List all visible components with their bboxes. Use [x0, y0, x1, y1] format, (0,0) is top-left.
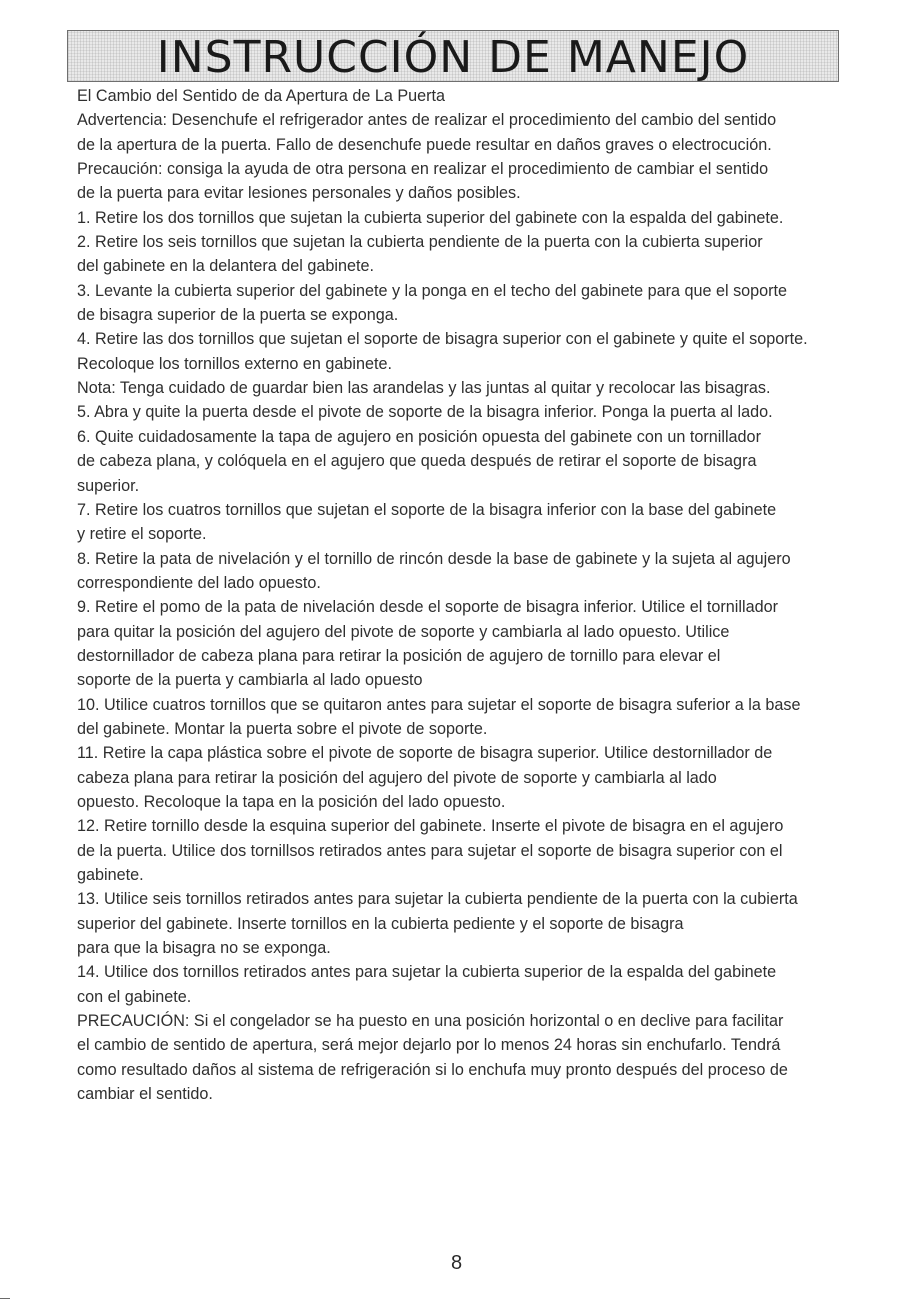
text-line: 1. Retire los dos tornillos que sujetan la cubierta superior del gabinete con la espalda del gabinete.	[77, 208, 784, 227]
text-line: 10. Utilice cuatros tornillos que se quitaron antes para sujetar el soporte de bisagra suferior a la base	[77, 695, 801, 714]
text-line: 5. Abra y quite la puerta desde el pivote de soporte de la bisagra inferior. Ponga la puerta al lado.	[77, 403, 773, 422]
text-line: 8. Retire la pata de nivelación y el tornillo de rincón desde la base de gabinete y la sujeta al agujero	[77, 549, 791, 568]
text-line: de la puerta. Utilice dos tornillsos retirados antes para sujetar el soporte de bisagra superior con el	[77, 841, 783, 860]
text-line: 2. Retire los seis tornillos que sujetan la cubierta pendiente de la puerta con la cubierta superior	[77, 233, 763, 252]
text-line: 4. Retire las dos tornillos que sujetan el soporte de bisagra superior con el gabinete y quite el soporte.	[77, 330, 808, 349]
text-line: 14. Utilice dos tornillos retirados antes para sujetar la cubierta superior de la espalda del gabinete	[77, 963, 777, 982]
text-line: de la puerta para evitar lesiones personales y daños posibles.	[77, 184, 521, 203]
text-line: cabeza plana para retirar la posición del agujero del pivote de soporte y cambiarla al lado	[77, 768, 717, 787]
page-title: INSTRUCCIÓN DE MANEJO	[156, 32, 750, 83]
text-line: 13. Utilice seis tornillos retirados antes para sujetar la cubierta pendiente de la puerta con la cubierta	[77, 890, 798, 909]
text-line: correspondiente del lado opuesto.	[77, 573, 321, 592]
text-line: superior del gabinete. Inserte tornillos en la cubierta pediente y el soporte de bisagra	[77, 914, 684, 933]
text-line: para que la bisagra no se exponga.	[77, 939, 331, 958]
text-line: para quitar la posición del agujero del pivote de soporte y cambiarla al lado opuesto. Utilice	[77, 622, 730, 641]
text-line: Recoloque los tornillos externo en gabinete.	[77, 354, 392, 373]
text-line: 9. Retire el pomo de la pata de nivelación desde el soporte de bisagra inferior. Utilice el tornillador	[77, 598, 778, 617]
text-line: el cambio de sentido de apertura, será mejor dejarlo por lo menos 24 horas sin enchufarlo. Tendrá	[77, 1036, 781, 1055]
text-line: de bisagra superior de la puerta se exponga.	[77, 306, 399, 325]
text-line: 3. Levante la cubierta superior del gabinete y la ponga en el techo del gabinete para que el soporte	[77, 281, 788, 300]
text-line: cambiar el sentido.	[77, 1085, 213, 1104]
text-line: superior.	[77, 476, 140, 495]
text-line: gabinete.	[77, 866, 144, 884]
text-line: El Cambio del Sentido de da Apertura de La Puerta	[77, 87, 446, 105]
text-line: 6. Quite cuidadosamente la tapa de agujero en posición opuesta del gabinete con un tornillador	[77, 427, 761, 446]
bottom-rule	[0, 1298, 10, 1299]
text-line: del gabinete. Montar la puerta sobre el pivote de soporte.	[77, 719, 488, 738]
text-line: opuesto. Recoloque la tapa en la posición del lado opuesto.	[77, 792, 506, 811]
text-line: como resultado daños al sistema de refrigeración si lo enchufa muy pronto después del proceso de	[77, 1060, 788, 1079]
text-line: de la apertura de la puerta. Fallo de desenchufe puede resultar en daños graves o electrocución.	[77, 135, 772, 154]
text-line: de cabeza plana, y colóquela en el agujero que queda después de retirar el soporte de bisagra	[77, 452, 757, 471]
text-line: 12. Retire tornillo desde la esquina superior del gabinete. Inserte el pivote de bisagra en el agujero	[77, 817, 784, 836]
text-line: Precaución: consiga la ayuda de otra persona en realizar el procedimiento de cambiar el sentido	[77, 160, 769, 179]
text-line: destornillador de cabeza plana para retirar la posición de agujero de tornillo para elevar el	[77, 646, 721, 665]
text-line: con el gabinete.	[77, 987, 192, 1006]
text-line: y retire el soporte.	[77, 525, 207, 544]
text-line: soporte de la puerta y cambiarla al lado opuesto	[77, 671, 423, 690]
instructions-body	[77, 84, 877, 1106]
page-number: 8	[450, 1252, 463, 1274]
text-line: Advertencia: Desenchufe el refrigerador antes de realizar el procedimiento del cambio del sentido	[77, 111, 777, 130]
text-line: PRECAUCIÓN: Si el congelador se ha puesto en una posición horizontal o en declive para facilitar	[77, 1012, 784, 1031]
text-line: del gabinete en la delantera del gabinete.	[77, 257, 375, 276]
text-line: Nota: Tenga cuidado de guardar bien las arandelas y las juntas al quitar y recolocar las bisagras.	[77, 379, 771, 398]
text-line: 11. Retire la capa plástica sobre el pivote de soporte de bisagra superior. Utilice destornillador de	[77, 744, 773, 763]
header-banner	[67, 30, 839, 82]
text-line: 7. Retire los cuatros tornillos que sujetan el soporte de la bisagra inferior con la base del gabinete	[77, 500, 777, 519]
